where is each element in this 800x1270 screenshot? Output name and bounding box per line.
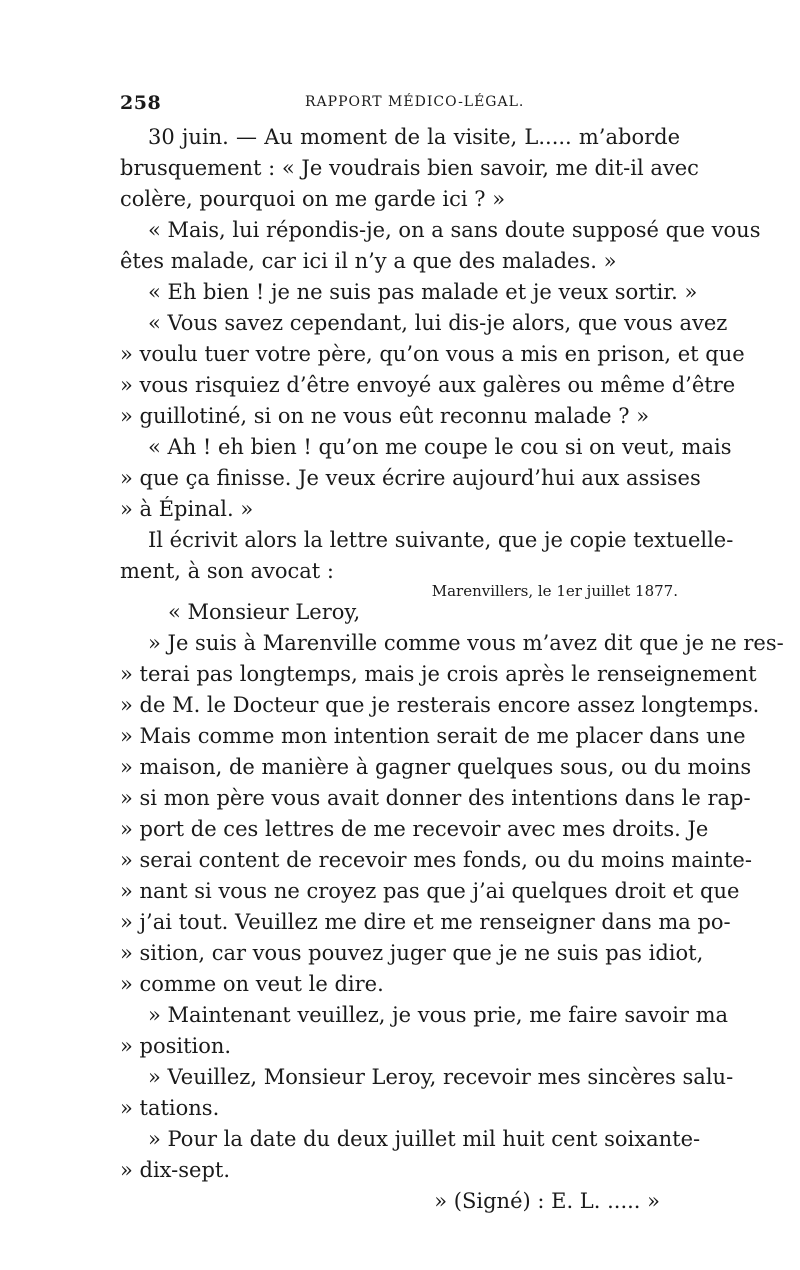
page-number: 258 [120, 92, 162, 114]
letter-text-line: » sition, car vous pouvez juger que je ne suis pas idiot, [120, 941, 704, 965]
body-text-line: êtes malade, car ici il n’y a que des malades. » [120, 249, 617, 273]
letter-dateline: Marenvillers, le 1er juillet 1877. [431, 582, 678, 600]
letter-salutation: « Monsieur Leroy, [168, 600, 361, 624]
body-text-line: colère, pourquoi on me garde ici ? » [120, 187, 506, 211]
letter-text-line: » serai content de recevoir mes fonds, ou du moins mainte- [120, 848, 752, 872]
letter-text-line: » port de ces lettres de me recevoir avec mes droits. Je [120, 817, 709, 841]
body-text-line: » voulu tuer votre père, qu’on vous a mis en prison, et que [120, 342, 745, 366]
body-text-line: ment, à son avocat : [120, 559, 334, 583]
page-header [120, 92, 680, 122]
body-text-line: « Mais, lui répondis-je, on a sans doute supposé que vous [148, 218, 761, 242]
letter-text-line: » si mon père vous avait donner des intentions dans le rap- [120, 786, 751, 810]
letter-text-line: » de M. le Docteur que je resterais encore assez longtemps. [120, 693, 760, 717]
letter-text-line: » Maintenant veuillez, je vous prie, me faire savoir ma [148, 1003, 729, 1027]
body-text-line: brusquement : « Je voudrais bien savoir, me dit-il avec [120, 156, 699, 180]
body-text [120, 122, 761, 587]
body-text-line: « Ah ! eh bien ! qu’on me coupe le cou si on veut, mais [148, 435, 732, 459]
letter-text-line: » Pour la date du deux juillet mil huit cent soixante- [148, 1127, 701, 1151]
letter-text-line: » maison, de manière à gagner quelques sous, ou du moins [120, 755, 752, 779]
body-text-line: « Vous savez cependant, lui dis-je alors, que vous avez [148, 311, 728, 335]
letter-text-line: » dix-sept. [120, 1158, 231, 1182]
body-text-line: » guillotiné, si on ne vous eût reconnu malade ? » [120, 404, 650, 428]
body-text-line: « Eh bien ! je ne suis pas malade et je veux sortir. » [148, 280, 698, 304]
body-text-line: » que ça finisse. Je veux écrire aujourd’hui aux assises [120, 466, 701, 490]
body-text-line: 30 juin. — Au moment de la visite, L..... m’aborde [148, 125, 680, 149]
letter-text-line: » j’ai tout. Veuillez me dire et me renseigner dans ma po- [120, 910, 731, 934]
letter-text-line: » terai pas longtemps, mais je crois après le renseignement [120, 662, 757, 686]
letter-text-line: » Veuillez, Monsieur Leroy, recevoir mes sincères salu- [148, 1065, 734, 1089]
letter-text-line: » nant si vous ne croyez pas que j’ai quelques droit et que [120, 879, 740, 903]
letter-text-line: » Je suis à Marenville comme vous m’avez dit que je ne res- [148, 631, 784, 655]
running-head: RAPPORT MÉDICO-LÉGAL. [305, 94, 525, 110]
letter-text-line: » Mais comme mon intention serait de me placer dans une [120, 724, 746, 748]
body-text-line: Il écrivit alors la lettre suivante, que je copie textuelle- [148, 528, 734, 552]
body-text-line: » à Épinal. » [120, 497, 254, 521]
body-text-line: » vous risquiez d’être envoyé aux galères ou même d’être [120, 373, 736, 397]
letter-text-line: » tations. [120, 1096, 220, 1120]
letter-text-line: » position. [120, 1034, 232, 1058]
letter-text-line: » comme on veut le dire. [120, 972, 384, 996]
letter-signature: » (Signé) : E. L. ..... » [434, 1189, 660, 1213]
letter-text [120, 628, 784, 1186]
book-page [120, 92, 784, 1217]
